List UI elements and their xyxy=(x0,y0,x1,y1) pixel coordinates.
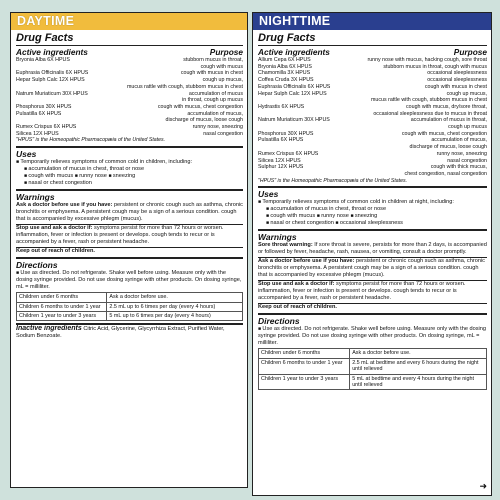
ingredient-row xyxy=(258,64,487,71)
sore-throat-text: If sore throat is severe, persists for more than 2 days, is accompanied or followed by fever, headache, rash, nausea, or vomiting, consult a doctor promptly. xyxy=(258,242,487,256)
drug-facts-title: Drug Facts xyxy=(258,32,487,46)
ingredient-row xyxy=(258,111,487,118)
ingredient-purpose: cough with thick mucus, xyxy=(430,164,487,171)
daytime-header: DAYTIME xyxy=(11,13,247,30)
uses-item: ■ accumulation of mucus in chest, throat or nose xyxy=(16,166,243,173)
uses-item: ■ nasal or chest congestion xyxy=(16,180,243,187)
uses-item: ■ nasal or chest congestion xyxy=(266,220,334,226)
ingredient-name: Euphrasia Officinalis 6X HPUS xyxy=(258,83,331,90)
ingredient-purpose: cough with mucus, chest congestion xyxy=(401,130,487,137)
directions-text: ■ Use as directed. Do not refrigerate. Shake well before using. Measure only with the dosing syringe provided. Do not use dosing syringe with other products. On dosing syringe, mL = milliliter. xyxy=(258,326,487,347)
ingredient-name: Natrum Muriaticum 30X HPUS xyxy=(258,117,330,124)
ingredient-purpose: occasional sleeplessness xyxy=(427,70,487,77)
continue-arrow-icon: ➜ xyxy=(479,481,487,491)
ingredient-purpose: cough up mucus, xyxy=(202,77,243,84)
uses-item: ■ sneezing xyxy=(350,213,377,219)
ingredient-name: Hepar Sulph Calc 12X HPUS xyxy=(16,77,85,84)
ingredient-row xyxy=(258,158,487,165)
ingredient-name: Phosphorus 30X HPUS xyxy=(258,130,314,137)
ingredient-purpose: mucus rattle with cough, stubborn mucus in chest xyxy=(127,83,243,90)
ingredient-name: Bryonia Alba 6X HPUS xyxy=(258,63,312,70)
ingredient-name: Sulphur 12X HPUS xyxy=(258,164,304,171)
table-row: Children 1 year to under 3 years 5 mL at bedtime and every 4 hours during the night until relieved xyxy=(259,374,487,390)
stop-use-label: Stop use and ask a doctor if: xyxy=(258,281,335,288)
ingredient-purpose: cough with mucus, chest congestion xyxy=(157,103,243,110)
ingredient-purpose: cough with mucus, dry/sore throat, xyxy=(406,103,487,110)
ingredient-purpose: runny nose, sneezing xyxy=(192,124,243,131)
directions-heading: Directions xyxy=(258,316,300,327)
ingredient-purpose: discharge of mucus, loose cough xyxy=(165,117,243,124)
ingredient-name: Pulsatilla 6X HPUS xyxy=(258,137,304,144)
uses-item: ■ occasional sleeplessness xyxy=(335,220,403,226)
keep-out-of-reach: Keep out of reach of children. xyxy=(258,304,337,311)
dosage-table xyxy=(258,348,487,390)
ingredient-row xyxy=(258,84,487,91)
ingredient-purpose: nasal congestion xyxy=(203,130,243,137)
ingredient-row xyxy=(258,164,487,171)
ingredient-purpose: mucus rattle with cough, stubborn mucus in chest xyxy=(371,97,487,104)
ingredient-purpose: accumulation of mucus, xyxy=(187,110,243,117)
ingredient-purpose: runny nose, sneezing xyxy=(436,150,487,157)
ask-doctor-label: Ask a doctor before use if you have: xyxy=(258,258,355,265)
ingredient-purpose: cough with mucus xyxy=(200,63,243,70)
ingredient-row xyxy=(258,117,487,124)
table-row: Children 6 months to under 1 year 2.5 mL up to 6 times per day (every 4 hours) xyxy=(17,302,243,311)
ingredient-row xyxy=(16,84,243,91)
ask-doctor-text: persistent or chronic cough such as asthma, chronic bronchitis or emphysema. A persistent cough may be a sign of a serious condition. cough that is accompanied by excessive phlegm (mucus). xyxy=(16,202,243,223)
warnings-heading: Warnings xyxy=(16,192,55,203)
ingredient-name: Bryonia Alba 6X HPUS xyxy=(16,57,70,63)
ingredient-row xyxy=(258,57,487,64)
ingredient-row xyxy=(258,97,487,104)
ingredient-row xyxy=(258,91,487,98)
stop-use-label: Stop use and ask a doctor if: xyxy=(16,225,93,232)
uses-item: ■ runny nose xyxy=(75,173,107,179)
table-row: Children 1 year to under 3 years 5 mL up to 6 times per day (every 4 hours) xyxy=(17,311,243,320)
ingredient-row xyxy=(16,104,243,111)
table-row: Children under 6 months Ask a doctor before use. xyxy=(259,349,487,358)
ingredient-row xyxy=(16,77,243,84)
ingredient-row xyxy=(258,171,487,178)
ingredient-name: Euphrasia Officinalis 6X HPUS xyxy=(16,70,89,77)
ingredient-row xyxy=(16,131,243,138)
ingredient-purpose: discharge of mucus, loose cough xyxy=(409,144,487,151)
inactive-ingredients-heading: Inactive ingredients xyxy=(16,325,82,333)
hpus-note: "HPUS" is the Homeopathic Pharmacopæia of the United States. xyxy=(258,177,408,184)
ingredient-purpose: chest congestion, nasal congestion xyxy=(404,170,487,177)
ingredient-row xyxy=(258,70,487,77)
uses-item: ■ cough with mucus xyxy=(266,213,315,219)
sore-throat-label: Sore throat warning: xyxy=(258,242,313,249)
ingredient-row xyxy=(258,124,487,131)
ingredient-list xyxy=(16,57,243,137)
warnings-heading: Warnings xyxy=(258,232,297,243)
ingredient-row xyxy=(16,111,243,118)
uses-heading: Uses xyxy=(258,189,279,200)
ingredient-purpose: stubborn mucus in throat, cough with mucus xyxy=(383,63,487,70)
ingredient-purpose: occasional sleeplessness xyxy=(427,77,487,84)
ingredient-purpose: in throat, cough up mucus xyxy=(182,97,243,104)
dosage-table xyxy=(16,292,243,321)
ingredient-row xyxy=(16,91,243,98)
table-row: Children under 6 months Ask a doctor before use. xyxy=(17,293,243,302)
ingredient-name: Silicea 12X HPUS xyxy=(258,157,301,164)
ingredient-name: Pulsatilla 6X HPUS xyxy=(16,110,62,117)
uses-item: ■ sneezing xyxy=(108,173,135,179)
ingredient-name: Coffea Cruda 3X HPUS xyxy=(258,77,314,84)
ingredient-row xyxy=(16,64,243,71)
ingredient-name: Rumex Crispus 6X HPUS xyxy=(258,150,319,157)
uses-intro: ■ Temporarily relieves symptoms of common cold in children, including: xyxy=(16,159,243,166)
ingredient-purpose: accumulation of mucus xyxy=(188,90,243,97)
ingredient-row xyxy=(258,144,487,151)
uses-item: ■ cough with mucus xyxy=(24,173,73,179)
nighttime-header: NIGHTTIME xyxy=(253,13,491,30)
ask-doctor-text: persistent or chronic cough such as asthma, chronic bronchitis or emphysema. A persistent cough may be a sign of a serious condition. cough that is accompanied by excessive phlegm (mucus). xyxy=(258,258,485,279)
ingredient-row xyxy=(16,70,243,77)
ingredient-purpose: cough with mucus in chest xyxy=(180,70,243,77)
ingredient-row xyxy=(16,57,243,64)
uses-item: ■ runny nose xyxy=(317,213,349,219)
hpus-note: "HPUS" is the Homeopathic Pharmacopæia of the United States. xyxy=(16,137,166,144)
ingredient-row xyxy=(258,77,487,84)
ingredient-purpose: runny nose with mucus, hacking cough, sore throat xyxy=(367,57,487,63)
ingredient-row xyxy=(16,117,243,124)
ingredient-name: Hepar Sulph Calc 12X HPUS xyxy=(258,90,327,97)
ingredient-purpose: stubborn mucus in throat, xyxy=(183,57,243,63)
ingredient-name: Chamomilla 3X HPUS xyxy=(258,70,311,77)
purpose-heading: Purpose xyxy=(209,47,243,57)
ingredient-name: Allium Cepa 6X HPUS xyxy=(258,57,311,63)
ingredient-row xyxy=(258,104,487,111)
active-ingredients-heading: Active ingredients xyxy=(258,47,330,57)
table-row: Children 6 months to under 1 year 2.5 mL at bedtime and every 6 hours during the night until relieved xyxy=(259,358,487,374)
stop-use-text: symptoms persist for more than 72 hours or worsen. inflammation, fever or infection is present or develops. cough tends to recur or is accompanied by a fever, rash or persistent headache. xyxy=(16,225,224,246)
ingredient-row xyxy=(16,124,243,131)
keep-out-of-reach: Keep out of reach of children. xyxy=(16,248,95,255)
ingredient-name: Rumex Crispus 6X HPUS xyxy=(16,124,77,131)
ask-doctor-label: Ask a doctor before use if you have: xyxy=(16,202,113,209)
ingredient-name: Phosphorus 30X HPUS xyxy=(16,103,72,110)
stop-use-text: symptoms persist for more than 72 hours or worsen. inflammation, fever or infection is present or develops. cough tends to recur or is accompanied by a fever, rash or persistent headache. xyxy=(258,281,466,302)
drug-facts-title: Drug Facts xyxy=(16,32,243,46)
ingredient-row xyxy=(258,151,487,158)
directions-heading: Directions xyxy=(16,260,58,271)
purpose-heading: Purpose xyxy=(453,47,487,57)
ingredient-row xyxy=(258,137,487,144)
ingredient-purpose: cough up mucus, xyxy=(446,90,487,97)
ingredient-purpose: occasional sleeplessness due to mucus in throat xyxy=(373,110,487,117)
directions-text: ■ Use as directed. Do not refrigerate. Shake well before using. Measure only with the dosing syringe provided. Do not use dosing syringe with other products. On dosing syringe, mL = milliliter. xyxy=(16,270,243,291)
uses-intro: ■ Temporarily relieves symptoms of common cold in children at night, including: xyxy=(258,199,487,206)
uses-item: ■ accumulation of mucus in chest, throat or nose xyxy=(258,206,487,213)
ingredient-purpose: cough up mucus xyxy=(448,124,487,131)
ingredient-purpose: cough with mucus in chest xyxy=(424,83,487,90)
ingredient-purpose: accumulation of mucus, xyxy=(431,137,487,144)
ingredient-name: Natrum Muriaticum 30X HPUS xyxy=(16,90,88,97)
ingredient-purpose: accumulation of mucus in throat, xyxy=(410,117,487,124)
ingredient-purpose: nasal congestion xyxy=(447,157,487,164)
ingredient-row xyxy=(258,131,487,138)
ingredient-list xyxy=(258,57,487,178)
active-ingredients-heading: Active ingredients xyxy=(16,47,88,57)
nighttime-panel xyxy=(252,12,492,496)
ingredient-name: Silicea 12X HPUS xyxy=(16,130,59,137)
ingredient-name: Hydrastis 6X HPUS xyxy=(258,103,305,110)
daytime-panel xyxy=(10,12,248,488)
inactive-ingredients-text: Citric Acid, Glycerine, Glycyrrhiza Extract, Purified Water, Sodium Benzoate. xyxy=(16,326,225,340)
uses-heading: Uses xyxy=(16,149,37,160)
ingredient-row xyxy=(16,97,243,104)
